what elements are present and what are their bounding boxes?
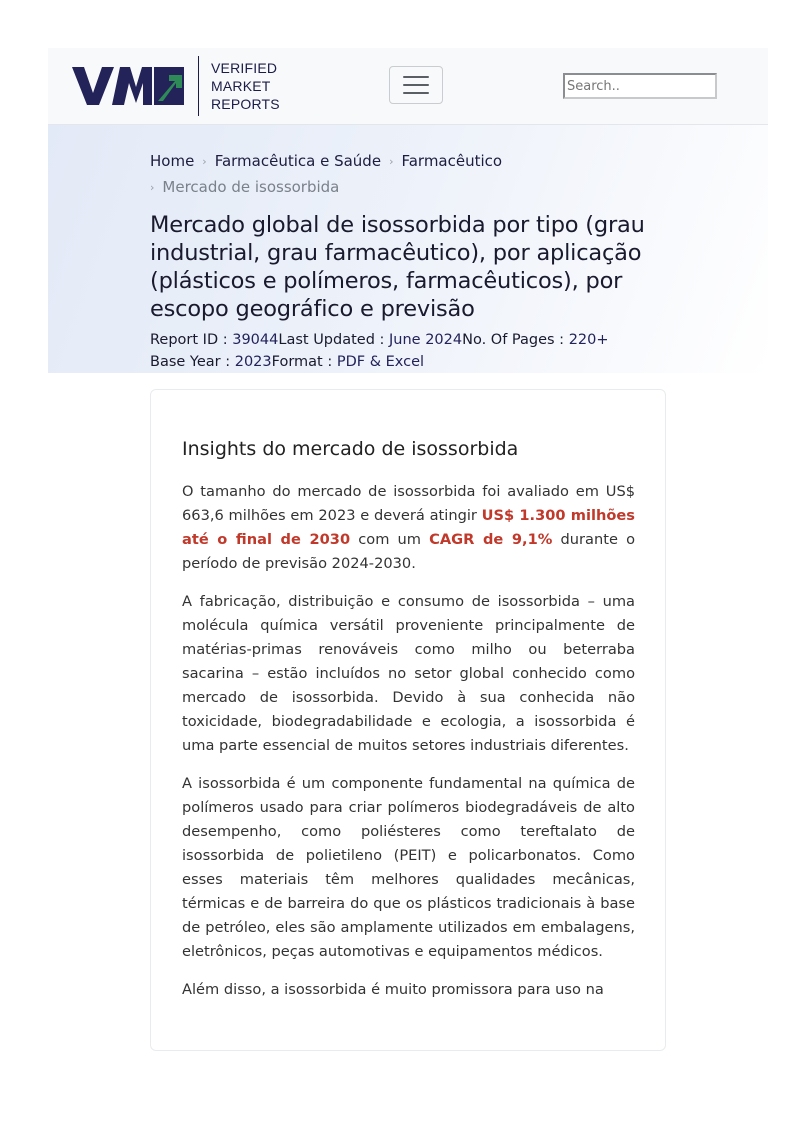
- highlight-market-value: US$ 1.300 milhões até o final de 2030: [182, 507, 635, 548]
- chevron-right-icon: ›: [150, 181, 155, 194]
- logo-line-reports: REPORTS: [211, 96, 280, 112]
- hero-content: [150, 149, 650, 373]
- vmr-logo[interactable]: [72, 56, 280, 116]
- logo-wordmark: [211, 59, 280, 113]
- breadcrumb-line-1: [150, 149, 650, 175]
- report-id-label: Report ID :: [150, 332, 233, 348]
- menu-toggle-button[interactable]: [389, 66, 443, 104]
- breadcrumb: [150, 149, 650, 201]
- vmr-logo-mark: [72, 67, 184, 105]
- breadcrumb-pharma-health-link[interactable]: Farmacêutica e Saúde: [214, 152, 382, 170]
- pages-label: No. Of Pages :: [462, 332, 569, 348]
- breadcrumb-pharmaceutical-link[interactable]: Farmacêutico: [401, 152, 503, 170]
- logo-line-market: MARKET: [211, 78, 271, 94]
- base-year-value: 2023: [234, 354, 272, 370]
- logo-line-verified: VERIFIED: [211, 60, 278, 76]
- report-meta: [150, 329, 650, 373]
- chevron-right-icon: ›: [389, 155, 394, 168]
- report-meta-line-1: [150, 329, 650, 351]
- p1-text-a: O tamanho do mercado de isossorbida foi avaliado em US$ 663,6 milhões em 2023 e deverá atingir: [182, 483, 635, 524]
- last-updated-value: June 2024: [389, 332, 463, 348]
- hamburger-icon-bar-3: [403, 92, 429, 94]
- paragraph-additional: Além disso, a isossorbida é muito promissora para uso na: [182, 981, 604, 998]
- breadcrumb-home-link[interactable]: Home: [150, 152, 195, 170]
- market-insights-card: [150, 389, 666, 1051]
- format-label: Format :: [271, 354, 337, 370]
- paragraph-overview: A fabricação, distribuição e consumo de isossorbida – uma molécula química versátil proveniente principalmente de matérias-primas renováveis como milho ou beterraba sacarina – estão incluídos no setor global conhecido como mercado de isossorbida. Devido à sua conhecida não toxicidade, biodegradabilidade e ecologia, a isossorbida é uma parte essencial de muitos setores industriais diferentes.: [182, 593, 635, 754]
- report-id-value: 39044: [232, 332, 279, 348]
- pages-value: 220+: [568, 332, 609, 348]
- market-insights-body: [182, 436, 635, 1016]
- logo-divider: [198, 56, 199, 116]
- breadcrumb-current: Mercado de isossorbida: [162, 178, 340, 196]
- highlight-cagr: CAGR de 9,1%: [429, 531, 553, 548]
- base-year-label: Base Year :: [150, 354, 235, 370]
- paragraph-market-size: [182, 480, 635, 576]
- p1-text-c: com um: [350, 531, 430, 548]
- hamburger-icon-bar-1: [403, 76, 429, 78]
- chevron-right-icon: ›: [202, 155, 207, 168]
- paragraph-polymers: A isossorbida é um componente fundamental na química de polímeros usado para criar polímeros biodegradáveis de alto desempenho, como poliésteres como tereftalato de isossorbida de polietileno (PEIT) e policarbonatos. Como esses materiais têm melhores qualidades mecânicas, térmicas e de barreira do que os plásticos tradicionais à base de petróleo, eles são amplamente utilizados em embalagens, eletrônicos, peças automotivas e equipamentos médicos.: [182, 775, 635, 960]
- report-meta-line-2: [150, 351, 650, 373]
- page-title: Mercado global de isossorbida por tipo (grau industrial, grau farmacêutico), por aplicação (plásticos e polímeros, farmacêuticos), por escopo geográfico e previsão: [150, 212, 645, 322]
- report-hero: [48, 125, 768, 373]
- p1-text-e: durante o período de previsão 2024-2030.: [182, 531, 636, 572]
- section-heading: Insights do mercado de isossorbida: [182, 438, 519, 460]
- last-updated-label: Last Updated :: [278, 332, 390, 348]
- site-header: [48, 48, 768, 125]
- search-input[interactable]: [563, 73, 717, 99]
- format-value: PDF & Excel: [336, 354, 425, 370]
- breadcrumb-line-2: [150, 175, 650, 201]
- hamburger-icon-bar-2: [403, 84, 429, 86]
